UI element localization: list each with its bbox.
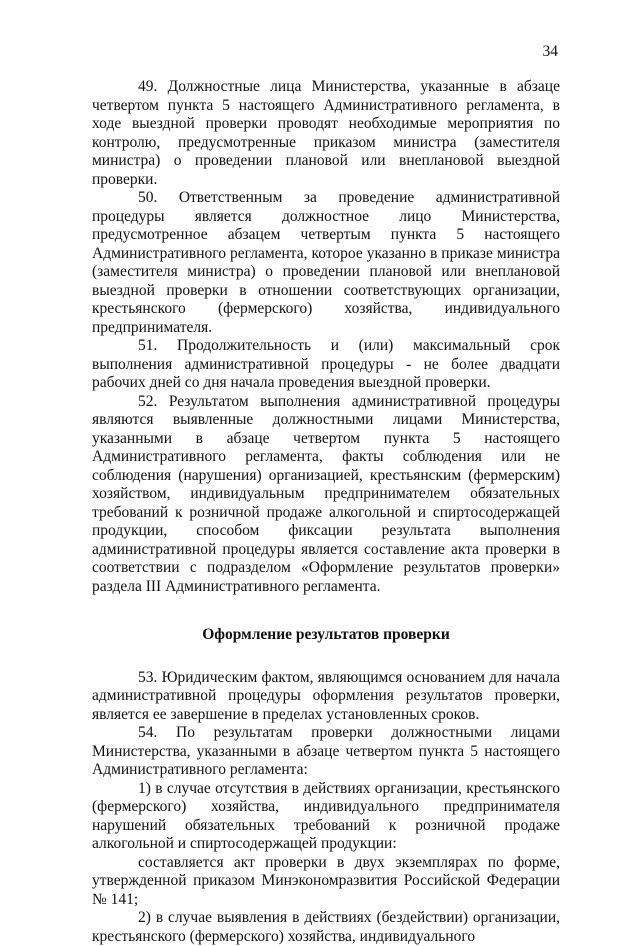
document-body xyxy=(92,78,560,946)
paragraph-53: 53. Юридическим фактом, являющимся основанием для начала административной процедуры оформления результатов проверки, является ее завершение в пределах установленных сроков. xyxy=(92,668,560,723)
paragraph-50: 50. Ответственным за проведение административной процедуры является должностное лицо Министерства, предусмотренное абзацем четвертым пункта 5 настоящего Административного регламента, которое указанно в приказе министра (заместителя министра) о проведении плановой или внеплановой выездной проверки в отношении соответствующих организации, крестьянского (фермерского) хозяйства, индивидуального предпринимателя. xyxy=(92,189,560,336)
paragraph-51: 51. Продолжительность и (или) максимальный срок выполнения административной процедуры - не более двадцати рабочих дней со дня начала проведения выездной проверки. xyxy=(92,337,560,391)
list-item-2: 2) в случае выявления в действиях (бездействии) организации, крестьянского (фермерского) хозяйства, индивидуального xyxy=(92,909,560,945)
paragraph-52: 52. Результатом выполнения административной процедуры являются выявленные должностными лицами Министерства, указанными в абзаце четвертом пункта 5 настоящего Административного регламента, факты соблюдения или не соблюдения (нарушения) организацией, крестьянским (фермерским) хозяйством, индивидуальным предпринимателем обязательных требований к розничной продаже алкогольной и спиртосодержащей продукции, способом фиксации результата выполнения административной процедуры является составление акта проверки в соответствии с подразделом «Оформление результатов проверки» раздела III Административного регламента. xyxy=(92,392,560,595)
page-number: 34 xyxy=(542,43,558,60)
list-item-1-action: составляется акт проверки в двух экземплярах по форме, утвержденной приказом Минэкономразвития Российской Федерации № 141; xyxy=(92,853,560,908)
list-item-1: 1) в случае отсутствия в действиях организации, крестьянского (фермерского) хозяйства, индивидуального предпринимателя нарушений обязательных требований к розничной продаже алкогольной и спиртосодержащей продукции: xyxy=(92,779,560,852)
section-heading: Оформление результатов проверки xyxy=(202,626,450,643)
paragraph-54: 54. По результатам проверки должностными лицами Министерства, указанными в абзаце четвертом пункта 5 настоящего Административного регламента: xyxy=(92,724,560,778)
paragraph-49: 49. Должностные лица Министерства, указанные в абзаце четвертом пункта 5 настоящего Административного регламента, в ходе выездной проверки проводят необходимые мероприятия по контролю, предусмотренные приказом министра (заместителя министра) о проведении плановой или внеплановой выездной проверки. xyxy=(92,78,560,188)
